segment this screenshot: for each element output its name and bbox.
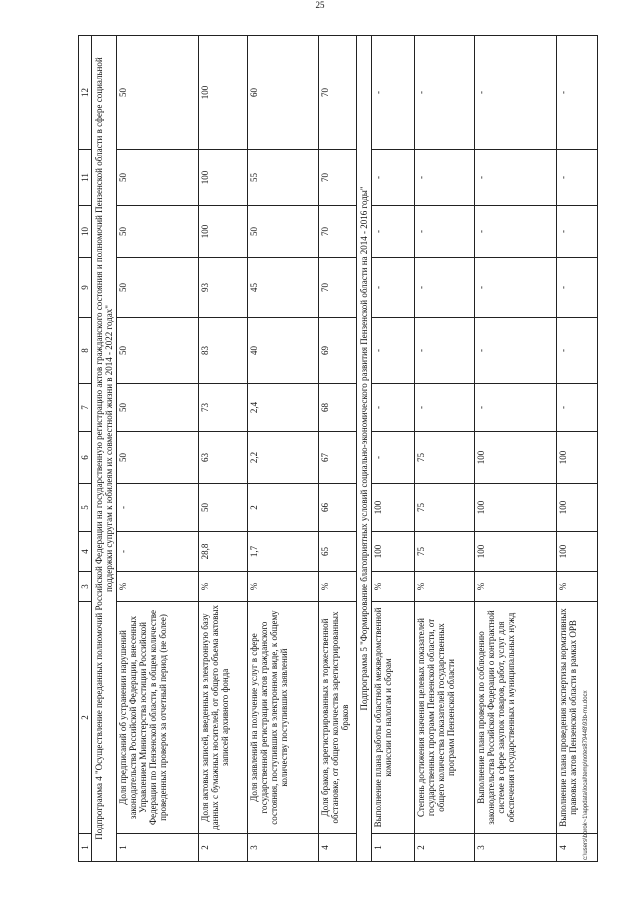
table-row bbox=[372, 36, 415, 862]
value-cell: 63 bbox=[199, 432, 248, 484]
value-cell: - bbox=[475, 36, 557, 150]
value-cell: 70 bbox=[319, 150, 357, 206]
value-cell: 70 bbox=[319, 206, 357, 258]
header-cell: 4 bbox=[79, 532, 92, 572]
unit-cell: % bbox=[372, 572, 415, 602]
row-number: 4 bbox=[557, 834, 598, 862]
value-cell: - bbox=[415, 384, 475, 432]
unit-cell: % bbox=[248, 572, 319, 602]
value-cell: - bbox=[415, 150, 475, 206]
section-row bbox=[357, 36, 372, 862]
value-cell: 28,8 bbox=[199, 532, 248, 572]
table-row bbox=[415, 36, 475, 862]
value-cell: 75 bbox=[415, 484, 475, 532]
indicator-name: Выполнение плана проверок по соблюдению законодательства Российской Федерации о контрактной системе в сфере закупок товаров, работ, услуг для обеспечения государственных и муниципальных нужд bbox=[475, 602, 557, 834]
file-path-footer: c:\users\borok~1\appdata\local\temp\notes879448\93b-mu.docx bbox=[583, 690, 589, 860]
value-cell: 73 bbox=[199, 384, 248, 432]
value-cell: 93 bbox=[199, 258, 248, 318]
header-cell: 3 bbox=[79, 572, 92, 602]
value-cell: - bbox=[557, 384, 598, 432]
value-cell: 2,4 bbox=[248, 384, 319, 432]
value-cell: 100 bbox=[372, 484, 415, 532]
value-cell: 100 bbox=[475, 432, 557, 484]
value-cell: 50 bbox=[199, 484, 248, 532]
page-number: 25 bbox=[315, 0, 325, 10]
row-number: 4 bbox=[319, 834, 357, 862]
value-cell: 2 bbox=[248, 484, 319, 532]
subprogram-5-title: Подпрограмма 5 "Формирование благоприятных условий социально-экономического развития Пензенской области на 2014 - 2016 годы" bbox=[357, 36, 372, 862]
value-cell: - bbox=[415, 206, 475, 258]
value-cell: - bbox=[415, 318, 475, 384]
value-cell: - bbox=[557, 206, 598, 258]
table-row bbox=[319, 36, 357, 862]
indicator-name: Доля предписаний об устранении нарушений законодательства Российской Федерации, внесенных Управлением Министерства юстиции Российской Федерации по Пензенской области, в общем количестве проведенных проверок за отчетный период (не более) bbox=[117, 602, 199, 834]
value-cell: 67 bbox=[319, 432, 357, 484]
value-cell: - bbox=[557, 318, 598, 384]
header-cell: 12 bbox=[79, 36, 92, 150]
header-cell: 8 bbox=[79, 318, 92, 384]
value-cell: 50 bbox=[117, 318, 199, 384]
table-row bbox=[199, 36, 248, 862]
value-cell: 50 bbox=[117, 206, 199, 258]
value-cell: - bbox=[475, 384, 557, 432]
value-cell: 100 bbox=[475, 484, 557, 532]
value-cell: 100 bbox=[557, 532, 598, 572]
unit-cell: % bbox=[117, 572, 199, 602]
value-cell: 40 bbox=[248, 318, 319, 384]
table-row bbox=[117, 36, 199, 862]
table-row bbox=[475, 36, 557, 862]
header-cell: 1 bbox=[79, 834, 92, 862]
unit-cell: % bbox=[415, 572, 475, 602]
value-cell: 100 bbox=[557, 484, 598, 532]
header-cell: 10 bbox=[79, 206, 92, 258]
indicator-name: Доля актовых записей, введенных в электронную базу данных с бумажных носителей, от общего объема актовых записей архивного фонда bbox=[199, 602, 248, 834]
value-cell: 50 bbox=[117, 150, 199, 206]
value-cell: - bbox=[372, 432, 415, 484]
unit-cell: % bbox=[319, 572, 357, 602]
value-cell: - bbox=[475, 318, 557, 384]
value-cell: 55 bbox=[248, 150, 319, 206]
value-cell: 1,7 bbox=[248, 532, 319, 572]
value-cell: - bbox=[117, 532, 199, 572]
row-number: 3 bbox=[475, 834, 557, 862]
row-number: 2 bbox=[415, 834, 475, 862]
value-cell: 70 bbox=[319, 36, 357, 150]
value-cell: 50 bbox=[117, 432, 199, 484]
value-cell: 65 bbox=[319, 532, 357, 572]
indicator-name: Доля браков, зарегистрированных в торжественной обстановке, от общего количества зарегистрированных браков bbox=[319, 602, 357, 834]
value-cell: - bbox=[475, 150, 557, 206]
value-cell: - bbox=[372, 150, 415, 206]
header-cell: 6 bbox=[79, 432, 92, 484]
table-row bbox=[248, 36, 319, 862]
value-cell: - bbox=[372, 36, 415, 150]
value-cell: - bbox=[475, 206, 557, 258]
value-cell: 75 bbox=[415, 532, 475, 572]
section-row bbox=[92, 36, 117, 862]
value-cell: 100 bbox=[199, 36, 248, 150]
value-cell: 100 bbox=[199, 150, 248, 206]
value-cell: - bbox=[557, 258, 598, 318]
indicator-name: Степень достижения значения целевых показателей государственных программ Пензенской области, от общего количества показателей государственных программ Пензенской области bbox=[415, 602, 475, 834]
header-cell: 11 bbox=[79, 150, 92, 206]
header-cell: 2 bbox=[79, 602, 92, 834]
value-cell: - bbox=[372, 318, 415, 384]
value-cell: 50 bbox=[248, 206, 319, 258]
header-cell: 7 bbox=[79, 384, 92, 432]
value-cell: 60 bbox=[248, 36, 319, 150]
unit-cell: % bbox=[475, 572, 557, 602]
header-cell: 5 bbox=[79, 484, 92, 532]
value-cell: 50 bbox=[117, 36, 199, 150]
value-cell: 50 bbox=[117, 384, 199, 432]
indicator-name: Выполнение плана работы областной межведомственной комиссии по налогам и сборам bbox=[372, 602, 415, 834]
value-cell: - bbox=[557, 36, 598, 150]
value-cell: 75 bbox=[415, 432, 475, 484]
value-cell: 2,2 bbox=[248, 432, 319, 484]
value-cell: 45 bbox=[248, 258, 319, 318]
indicators-table bbox=[78, 35, 598, 862]
value-cell: 66 bbox=[319, 484, 357, 532]
row-number: 1 bbox=[372, 834, 415, 862]
row-number: 2 bbox=[199, 834, 248, 862]
value-cell: - bbox=[117, 484, 199, 532]
unit-cell: % bbox=[199, 572, 248, 602]
value-cell: - bbox=[475, 258, 557, 318]
value-cell: 100 bbox=[557, 432, 598, 484]
row-number: 3 bbox=[248, 834, 319, 862]
value-cell: 69 bbox=[319, 318, 357, 384]
header-row bbox=[79, 36, 92, 862]
value-cell: - bbox=[557, 150, 598, 206]
indicator-name: Доля заявлений на получение услуг в сфере государственной регистрации актов гражданского состояния, поступивших в электронном виде, к общему количеству поступивших заявлений bbox=[248, 602, 319, 834]
value-cell: - bbox=[415, 36, 475, 150]
value-cell: 50 bbox=[117, 258, 199, 318]
rotated-table-container bbox=[78, 36, 578, 862]
value-cell: - bbox=[415, 258, 475, 318]
value-cell: - bbox=[372, 384, 415, 432]
value-cell: 100 bbox=[199, 206, 248, 258]
value-cell: 68 bbox=[319, 384, 357, 432]
row-number: 1 bbox=[117, 834, 199, 862]
value-cell: 83 bbox=[199, 318, 248, 384]
subprogram-4-title: Подпрограмма 4 "Осуществление переданных полномочий Российской Федерации на государственную регистрацию актов гражданского состояния и полномочий Пензенской области в сфере социальной поддержки супругам к юбилеям их совместной жизни в 2014 - 2022 годах" bbox=[92, 36, 117, 862]
unit-cell: % bbox=[557, 572, 598, 602]
value-cell: - bbox=[372, 258, 415, 318]
indicator-name: Выполнение плана проведения экспертизы нормативных правовых актов Пензенской области в рамках ОРВ bbox=[557, 602, 598, 834]
table-row bbox=[557, 36, 598, 862]
header-cell: 9 bbox=[79, 258, 92, 318]
value-cell: 100 bbox=[372, 532, 415, 572]
value-cell: 70 bbox=[319, 258, 357, 318]
value-cell: 100 bbox=[475, 532, 557, 572]
value-cell: - bbox=[372, 206, 415, 258]
